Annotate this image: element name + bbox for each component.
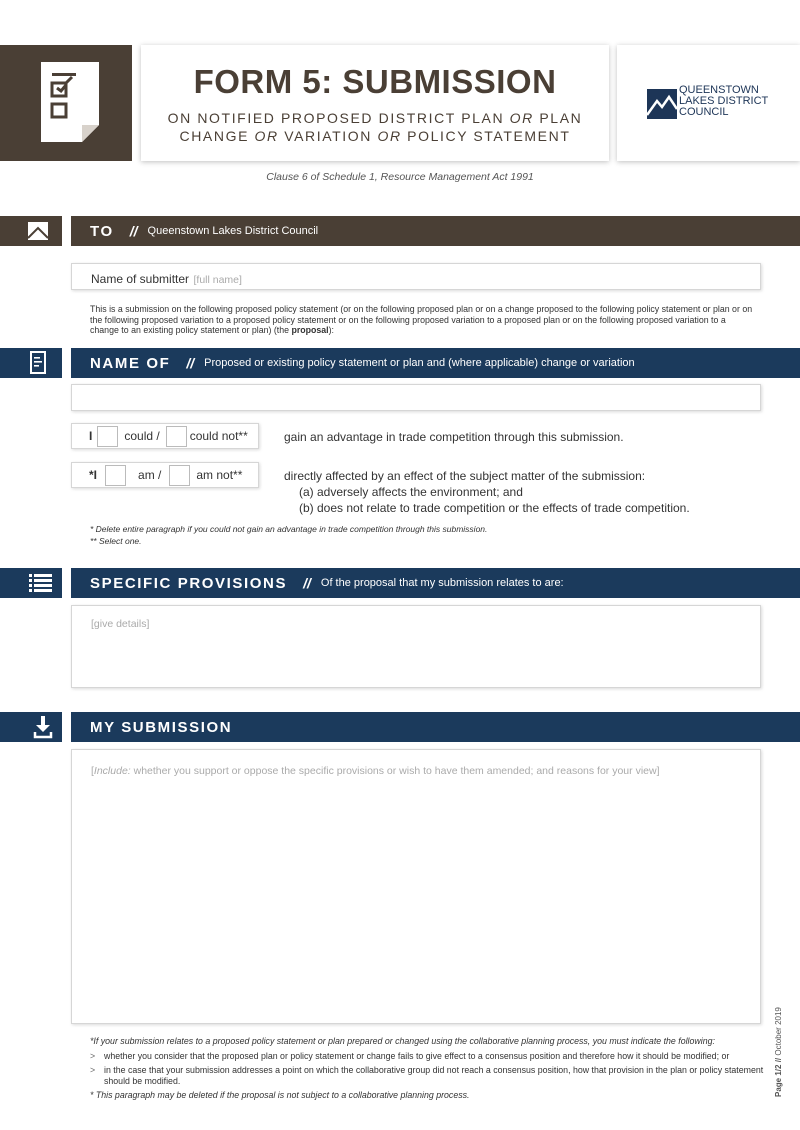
download-icon <box>0 712 62 742</box>
directly-affected-choice: *I am / am not** <box>71 462 259 488</box>
to-label: TO <box>90 222 114 240</box>
directly-affected-statement: directly affected by an effect of the subject matter of the submission: (a) adversely affects the environment; and (b) does not relate to trade competition or the effects of trade competition. <box>284 469 690 515</box>
page-indicator: Page 1/2 // October 2019 <box>774 1007 783 1097</box>
submitter-name-field[interactable] <box>71 263 761 290</box>
list-icon <box>0 568 62 598</box>
trade-advantage-choice: I could / could not** <box>71 423 259 449</box>
name-of-description: Proposed or existing policy statement or plan and (where applicable) change or variation <box>204 357 635 369</box>
to-section-bar <box>71 216 800 246</box>
bullet-marker: > <box>90 1050 96 1061</box>
submission-placeholder: [Include: whether you support or oppose the specific provisions or wish to have them amended; and reasons for your view] <box>91 765 660 777</box>
council-name: QUEENSTOWN LAKES DISTRICT COUNCIL <box>679 84 769 118</box>
submission-section-icon-box <box>0 712 62 742</box>
am-not-checkbox[interactable] <box>169 465 190 486</box>
clause-reference: Clause 6 of Schedule 1, Resource Management Act 1991 <box>266 171 534 183</box>
provisions-label: SPECIFIC PROVISIONS <box>90 574 288 592</box>
submitter-name-label: Name of submitter <box>91 272 190 286</box>
form-title-card <box>141 45 609 161</box>
document-icon <box>0 348 62 378</box>
submission-section-bar <box>71 712 800 742</box>
to-recipient: Queenstown Lakes District Council <box>147 225 319 237</box>
provisions-description: Of the proposal that my submission relates to are: <box>320 577 564 589</box>
mountain-icon <box>647 89 677 119</box>
provisions-section-icon-box <box>0 568 62 598</box>
trade-advantage-statement: gain an advantage in trade competition through this submission. <box>284 430 624 444</box>
provisions-placeholder: [give details] <box>91 618 150 630</box>
provisions-textarea[interactable] <box>71 605 761 688</box>
submission-textarea[interactable] <box>71 749 761 1024</box>
checklist-icon <box>0 45 132 161</box>
selection-notes: * Delete entire paragraph if you could not gain an advantage in trade competition through this submission. ** Select one. <box>90 524 488 546</box>
council-logo-card <box>617 45 800 161</box>
to-section-icon-box <box>0 216 62 246</box>
submission-label: MY SUBMISSION <box>90 718 233 736</box>
collaborative-process-footnote: *If your submission relates to a proposed policy statement or plan prepared or changed using the collaborative planning process, you must indicate the following: > whether you consider that the proposed plan or policy statement or change fails to give effect to a consensus position and therefore how it should be modified; or > in the case that your submission addresses a point on which the collaborative group did not reach a consensus position, how that provision in the plan or policy statement should be modified. * This paragraph may be deleted if the proposal is not subject to a collaborative planning process. <box>90 1036 764 1100</box>
form-title: FORM 5: SUBMISSION <box>193 63 557 100</box>
provisions-separator: // <box>303 575 311 591</box>
envelope-icon <box>0 216 62 246</box>
name-of-label: NAME OF <box>90 354 171 372</box>
am-checkbox[interactable] <box>105 465 126 486</box>
form-subtitle: ON NOTIFIED PROPOSED DISTRICT PLAN OR PLAN CHANGE OR VARIATION OR POLICY STATEMENT <box>167 110 583 144</box>
submitter-name-placeholder: [full name] <box>193 274 242 286</box>
to-separator: // <box>129 223 138 239</box>
bullet-marker: > <box>90 1065 96 1075</box>
proposal-intro-text: This is a submission on the following proposed policy statement (or on the following proposed plan or on a change proposed to the following policy statement or plan or on the following proposed variation to a proposed policy statement or on the following proposed variation to a proposed plan or on the following proposed variation to a change to an existing policy statement or plan) (the proposal): <box>90 304 753 335</box>
name-of-section-bar <box>71 348 800 378</box>
could-checkbox[interactable] <box>97 426 118 447</box>
form-logo <box>0 45 132 161</box>
provisions-section-bar <box>71 568 800 598</box>
name-of-section-icon-box <box>0 348 62 378</box>
proposal-name-field[interactable] <box>71 384 761 411</box>
could-not-checkbox[interactable] <box>166 426 187 447</box>
name-of-separator: // <box>186 355 195 371</box>
